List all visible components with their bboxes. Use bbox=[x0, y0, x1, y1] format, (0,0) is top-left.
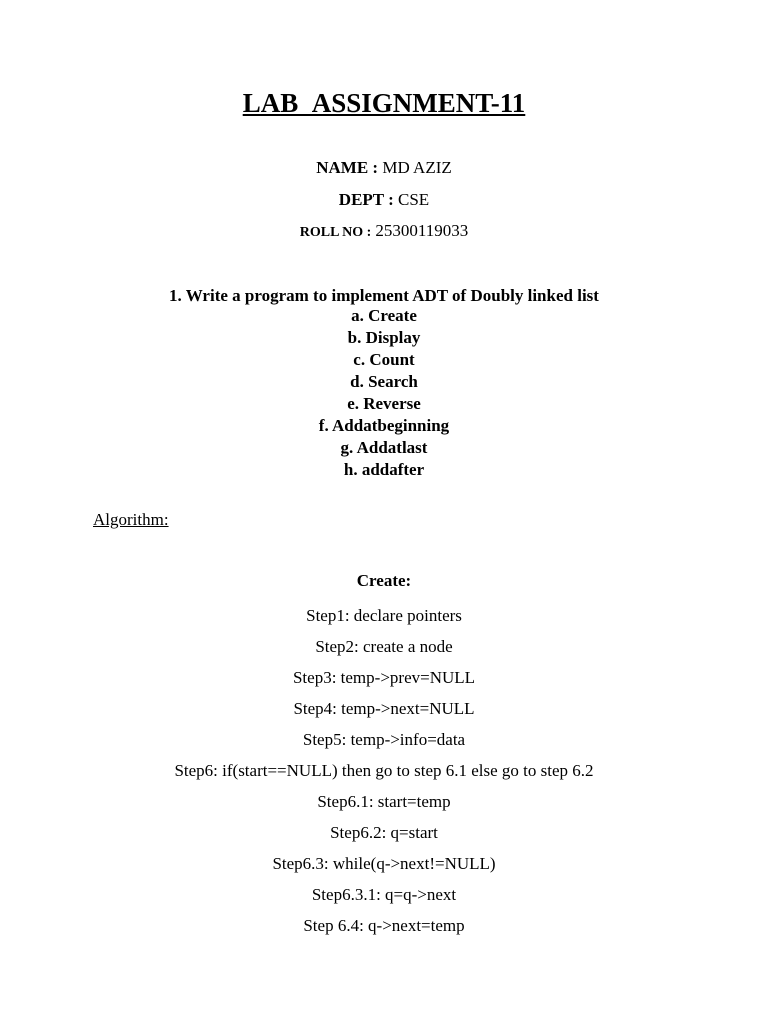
sub-item: h. addafter bbox=[343, 460, 425, 479]
name-value: MD AZIZ bbox=[382, 158, 452, 177]
sub-item: f. Addatbeginning bbox=[318, 416, 450, 435]
question-text: 1. Write a program to implement ADT of Doubly linked list bbox=[169, 286, 599, 305]
name-label: NAME : bbox=[316, 158, 379, 177]
step-line: Step6.1: start=temp bbox=[317, 792, 451, 811]
dept-label: DEPT : bbox=[338, 190, 394, 209]
step-line: Step2: create a node bbox=[315, 637, 453, 656]
roll-label: ROLL NO : bbox=[299, 225, 372, 240]
dept-line bbox=[0, 190, 768, 210]
name-line bbox=[0, 158, 768, 178]
step-line: Step6: if(start==NULL) then go to step 6.1 else go to step 6.2 bbox=[174, 761, 594, 780]
roll-value: 25300119033 bbox=[375, 221, 469, 240]
step-line: Step1: declare pointers bbox=[306, 606, 462, 625]
step-line: Step6.3: while(q->next!=NULL) bbox=[272, 854, 496, 873]
step-line: Step5: temp->info=data bbox=[302, 730, 466, 749]
create-heading: Create: bbox=[356, 571, 412, 590]
create-steps-list bbox=[0, 600, 768, 941]
sub-item: e. Reverse bbox=[347, 394, 421, 413]
roll-line bbox=[0, 221, 768, 241]
page-title: LAB_ASSIGNMENT-11 bbox=[242, 88, 526, 118]
algorithm-heading: Algorithm: bbox=[93, 510, 169, 529]
step-line: Step6.2: q=start bbox=[330, 823, 438, 842]
sub-item-list bbox=[0, 305, 768, 481]
step-line: Step6.3.1: q=q->next bbox=[311, 885, 457, 904]
sub-item: d. Search bbox=[350, 372, 418, 391]
sub-item: a. Create bbox=[351, 306, 417, 325]
sub-item: b. Display bbox=[347, 328, 421, 347]
step-line: Step4: temp->next=NULL bbox=[293, 699, 475, 718]
step-line: Step 6.4: q->next=temp bbox=[303, 916, 465, 935]
step-line: Step3: temp->prev=NULL bbox=[292, 668, 476, 687]
sub-item: c. Count bbox=[353, 350, 415, 369]
sub-item: g. Addatlast bbox=[340, 438, 428, 457]
dept-value: CSE bbox=[398, 190, 430, 209]
